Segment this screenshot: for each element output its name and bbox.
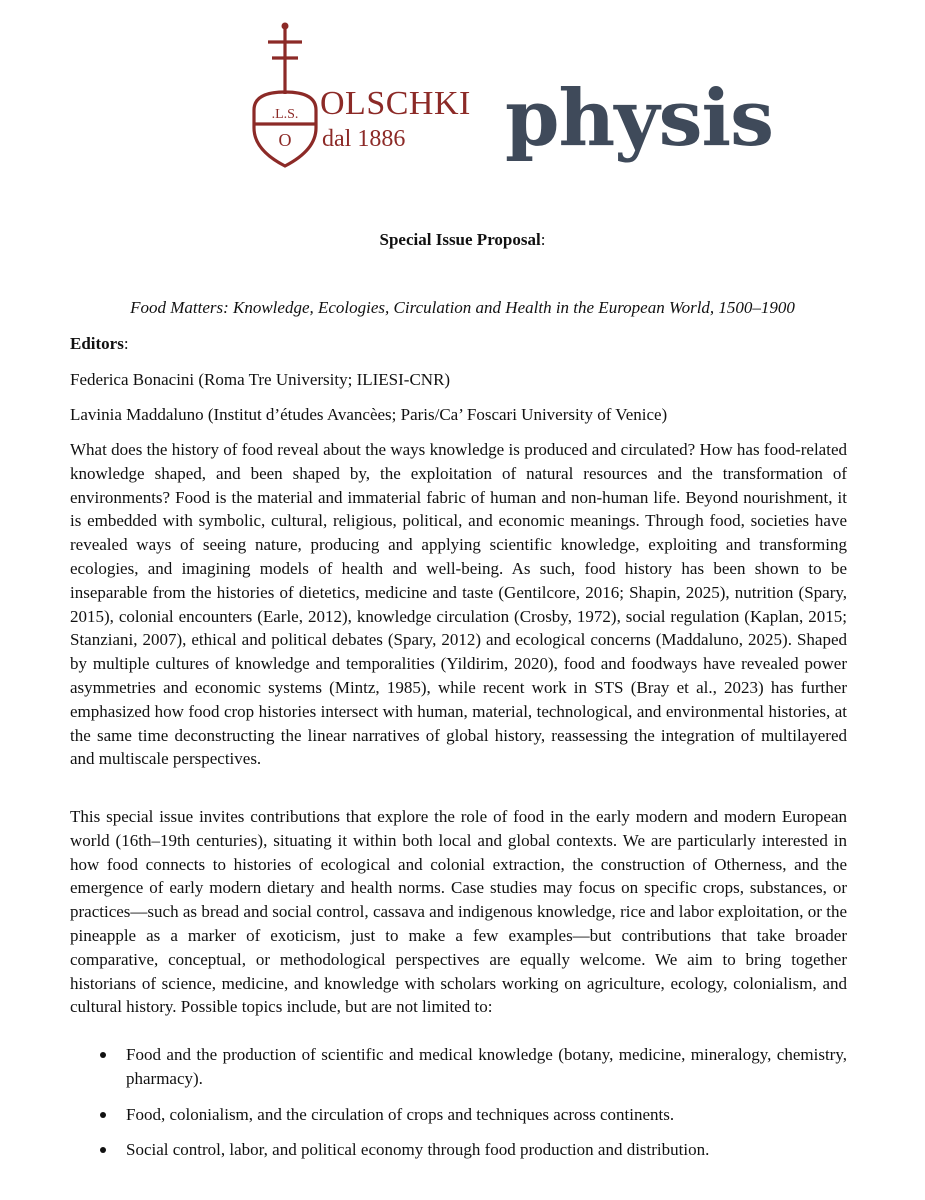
proposal-title-text: Special Issue Proposal [379, 230, 541, 249]
editor-1: Federica Bonacini (Roma Tre University; ILIESI-CNR) [70, 370, 451, 389]
editor-2: Lavinia Maddaluno (Institut d’études Avancèes; Paris/Ca’ Foscari University of Venice) [70, 405, 668, 424]
olschki-since: dal 1886 [322, 126, 406, 152]
editors-heading [70, 334, 129, 354]
bullet-dot-icon [100, 1112, 106, 1118]
physis-logo: physis [505, 73, 774, 164]
body-paragraph-2: This special issue invites contributions that explore the role of food in the early modern and modern European world (16th–19th centuries), situating it within both local and global contexts. We are particularly interested in how food connects to histories of ecological and colonial extraction, the construction of Otherness, and the emergence of early modern dietary and health norms. Case studies may focus on specific crops, substances, or practices—such as bread and social control, cassava and indigenous knowledge, rice and labor exploitation, or the pineapple as a marker of exoticism, just to make a few examples—but contributions that take broader comparative, conceptual, or methodological perspectives are equally welcome. We aim to bring together historians of science, medicine, and knowledge with scholars working on agriculture, ecology, colonialism, and cultural history. Possible topics include, but are not limited to: [70, 807, 847, 1017]
bullet-dot-icon [100, 1052, 106, 1058]
topic-item-1 [70, 1043, 847, 1091]
proposal-title [0, 230, 925, 250]
issue-subtitle: Food Matters: Knowledge, Ecologies, Circulation and Health in the European World, 1500–1900 [130, 298, 795, 317]
topic-item-text: Food, colonialism, and the circulation of crops and techniques across continents. [126, 1104, 675, 1124]
topics-list [70, 1043, 847, 1174]
olschki-seal-letter: O [278, 130, 292, 150]
topic-item-text: Food and the production of scientific and medical knowledge (botany, medicine, mineralogy, chemistry, pharmacy). [126, 1045, 847, 1088]
editors-label: Editors [70, 334, 124, 353]
olschki-name: OLSCHKI [320, 85, 471, 122]
olschki-seal-text: .L.S. [271, 107, 299, 122]
bullet-dot-icon [100, 1147, 106, 1153]
topic-item-3 [70, 1138, 847, 1162]
editors-colon: : [123, 334, 129, 353]
topic-item-text: Social control, labor, and political economy through food production and distribution. [126, 1140, 710, 1160]
topic-item-2 [70, 1103, 847, 1127]
proposal-title-colon: : [540, 230, 546, 249]
body-paragraph-1: What does the history of food reveal about the ways knowledge is produced and circulated? How has food-related knowledge shaped, and been shaped by, the exploitation of natural resources and the transformation of environments? Food is the material and immaterial fabric of human and non-human life. Beyond nourishment, it is embedded with symbolic, cultural, religious, political, and economic meanings. Through food, societies have revealed ways of seeing nature, producing and applying scientific knowledge, exploiting and transforming ecologies, and imagining models of health and well-being. As such, food history has been shown to be inseparable from the histories of dietetics, medicine and taste (Gentilcore, 2016; Shapin, 2025), nutrition (Spary, 2015), colonial encounters (Earle, 2012), knowledge circulation (Crosby, 1972), social regulation (Kaplan, 2015; Stanziani, 2007), ethical and political debates (Spary, 2012) and ecological concerns (Maddaluno, 2025). Shaped by multiple cultures of knowledge and temporalities (Yildirim, 2020), food and foodways have revealed power asymmetries and economic systems (Mintz, 1985), while recent work in STS (Bray et al., 2023) has further emphasized how food crop histories intersect with human, material, technological, and environmental histories, at the same time deconstructing the linear narratives of global history, reassessing the integration of multilayered and multiscale perspectives. [70, 440, 847, 769]
